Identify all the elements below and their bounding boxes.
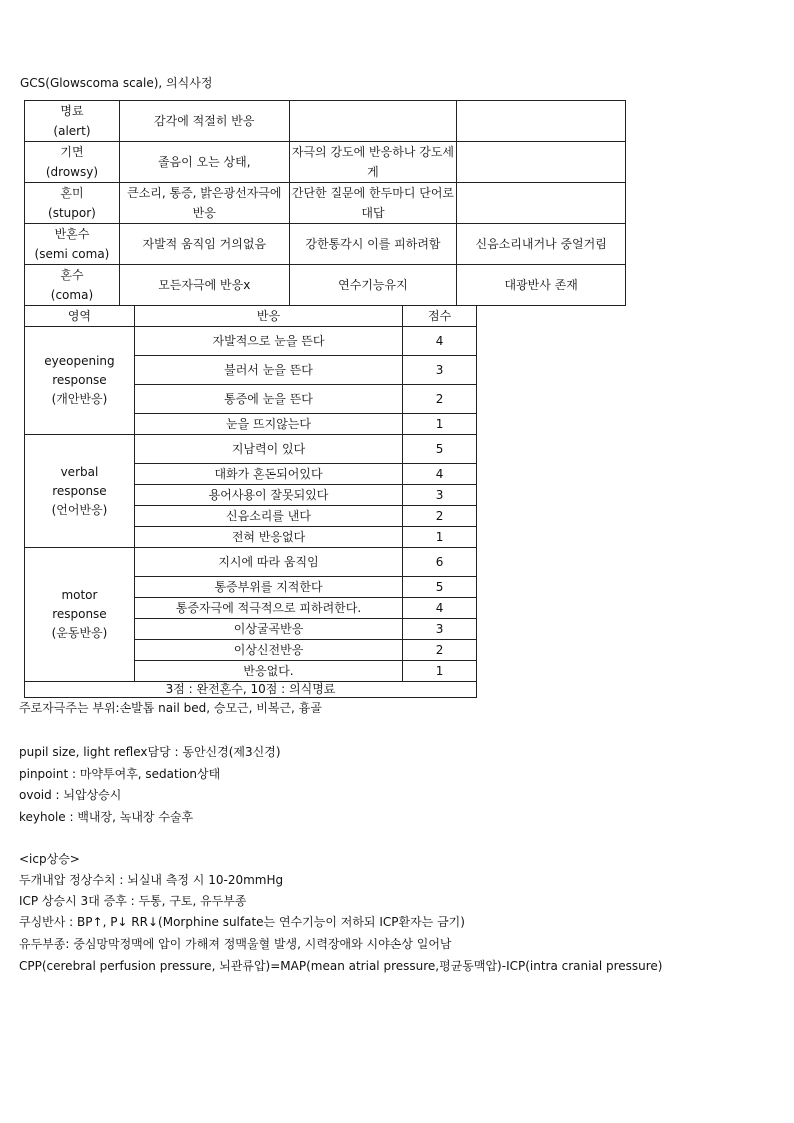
verbal-response-text: 전혀 반응없다 [134, 527, 402, 548]
motor-response-text: 통증자극에 적극적으로 피하려한다. [134, 598, 402, 619]
eye-response-text: 자발적으로 눈을 뜬다 [134, 327, 402, 356]
cushing-note: 쿠싱반사 : BP↑, P↓ RR↓(Morphine sulfate는 연수기능이 저하되 ICP환자는 금기) [19, 915, 465, 929]
level-description-c1: 졸음이 오는 상태, [119, 142, 289, 183]
level-name-cell [25, 183, 120, 224]
level-description-c2: 연수기능유지 [289, 265, 457, 306]
level-english: (stupor) [48, 206, 96, 220]
eye-response-row [25, 327, 477, 356]
icp-normal-note: 두개내압 정상수치 : 뇌실내 측정 시 10-20mmHg [19, 873, 284, 887]
eye-score: 1 [403, 414, 477, 435]
verbal-response-text: 용어사용이 잘못되있다 [134, 485, 402, 506]
eye-response-text: 통증에 눈을 뜬다 [134, 385, 402, 414]
verbal-score: 4 [403, 464, 477, 485]
consciousness-row [25, 101, 626, 142]
level-name-cell [25, 265, 120, 306]
motor-label-line: response [52, 607, 107, 621]
level-name: 혼미 [60, 186, 84, 200]
gcs-footer-row [25, 682, 477, 698]
verbal-score: 5 [403, 435, 477, 464]
page-heading: GCS(Glowscoma scale), 의식사정 [20, 76, 213, 90]
header-response: 반응 [134, 306, 402, 327]
level-description-c1: 모든자극에 반응x [119, 265, 289, 306]
eye-section-label [25, 327, 135, 435]
motor-score: 6 [403, 548, 477, 577]
papilledema-note: 유두부종: 중심망막정맥에 압이 가해져 정맥울혈 발생, 시력장애와 시야손상 일어남 [19, 937, 452, 951]
gcs-table [24, 305, 477, 698]
motor-response-text: 이상신전반응 [134, 640, 402, 661]
motor-response-text: 지시에 따라 움직임 [134, 548, 402, 577]
motor-response-text: 이상굴곡반응 [134, 619, 402, 640]
level-description-c2: 강한통각시 이를 피하려함 [289, 224, 457, 265]
level-name: 명료 [60, 104, 84, 118]
stimulus-note: 주로자극주는 부위:손발톱 nail bed, 승모근, 비복근, 흉골 [19, 701, 322, 715]
motor-score: 5 [403, 577, 477, 598]
eye-response-text: 눈을 뜨지않는다 [134, 414, 402, 435]
ovoid-note: ovoid : 뇌압상승시 [19, 788, 122, 802]
motor-label-line: (운동반응) [51, 626, 108, 640]
consciousness-row [25, 265, 626, 306]
level-english: (drowsy) [45, 165, 99, 179]
level-description-c2: 자극의 강도에 반응하나 강도세게 [289, 142, 457, 183]
pupil-note: pupil size, light reflex담당 : 동안신경(제3신경) [19, 745, 281, 759]
header-area: 영역 [25, 306, 135, 327]
level-name-cell [25, 142, 120, 183]
verbal-score: 1 [403, 527, 477, 548]
eye-score: 2 [403, 385, 477, 414]
icp-title: <icp상승> [19, 852, 80, 866]
level-description-c3: 신음소리내거나 중얼거림 [457, 224, 626, 265]
motor-response-text: 반응없다. [134, 661, 402, 682]
level-english: (semi coma) [34, 247, 110, 261]
level-english: (alert) [53, 124, 91, 138]
level-description-c3 [457, 142, 626, 183]
eye-label-line: (개안반응) [51, 392, 108, 406]
level-description-c3 [457, 101, 626, 142]
consciousness-row [25, 183, 626, 224]
level-english: (coma) [50, 288, 94, 302]
verbal-label-line: verbal [60, 464, 99, 479]
verbal-response-row [25, 435, 477, 464]
icp-signs-note: ICP 상승시 3대 증후 : 두통, 구토, 유두부종 [19, 894, 247, 908]
consciousness-row [25, 142, 626, 183]
keyhole-note: keyhole : 백내장, 녹내장 수술후 [19, 810, 194, 824]
verbal-response-text: 대화가 혼돈되어있다 [134, 464, 402, 485]
level-name: 반혼수 [54, 227, 90, 241]
motor-score: 1 [403, 661, 477, 682]
motor-label-line: motor [61, 588, 98, 602]
motor-score: 4 [403, 598, 477, 619]
level-name-cell [25, 224, 120, 265]
header-score: 점수 [403, 306, 477, 327]
eye-label-line: eyeopening [44, 354, 115, 368]
level-description-c3 [457, 183, 626, 224]
gcs-header-row [25, 306, 477, 327]
motor-score: 3 [403, 619, 477, 640]
level-description-c3: 대광반사 존재 [457, 265, 626, 306]
consciousness-table [24, 100, 626, 306]
motor-response-row [25, 548, 477, 577]
verbal-response-text: 지남력이 있다 [134, 435, 402, 464]
motor-response-text: 통증부위를 지적한다 [134, 577, 402, 598]
verbal-section-label [25, 435, 135, 548]
cpp-note: CPP(cerebral perfusion pressure, 뇌관류압)=MAP(mean atrial pressure,평균동맥압)-ICP(intra cranial pressure) [19, 959, 663, 973]
level-name: 혼수 [60, 268, 84, 282]
verbal-score: 3 [403, 485, 477, 506]
verbal-label-line: response [52, 483, 107, 498]
level-description-c2: 간단한 질문에 한두마디 단어로 대답 [289, 183, 457, 224]
verbal-label-line: (언어반응) [51, 502, 108, 517]
motor-section-label [25, 548, 135, 682]
level-description-c1: 감각에 적절히 반응 [119, 101, 289, 142]
level-name: 기면 [60, 145, 84, 159]
verbal-score: 2 [403, 506, 477, 527]
level-name-cell [25, 101, 120, 142]
eye-response-text: 불러서 눈을 뜬다 [134, 356, 402, 385]
eye-label-line: response [52, 373, 107, 387]
level-description-c2 [289, 101, 457, 142]
pinpoint-note: pinpoint : 마약투여후, sedation상태 [19, 767, 221, 781]
verbal-response-text: 신음소리를 낸다 [134, 506, 402, 527]
gcs-footer: 3점 : 완전혼수, 10점 : 의식명료 [25, 682, 477, 698]
consciousness-row [25, 224, 626, 265]
level-description-c1: 큰소리, 통증, 밝은광선자극에 반응 [119, 183, 289, 224]
eye-score: 3 [403, 356, 477, 385]
eye-score: 4 [403, 327, 477, 356]
level-description-c1: 자발적 움직임 거의없음 [119, 224, 289, 265]
motor-score: 2 [403, 640, 477, 661]
